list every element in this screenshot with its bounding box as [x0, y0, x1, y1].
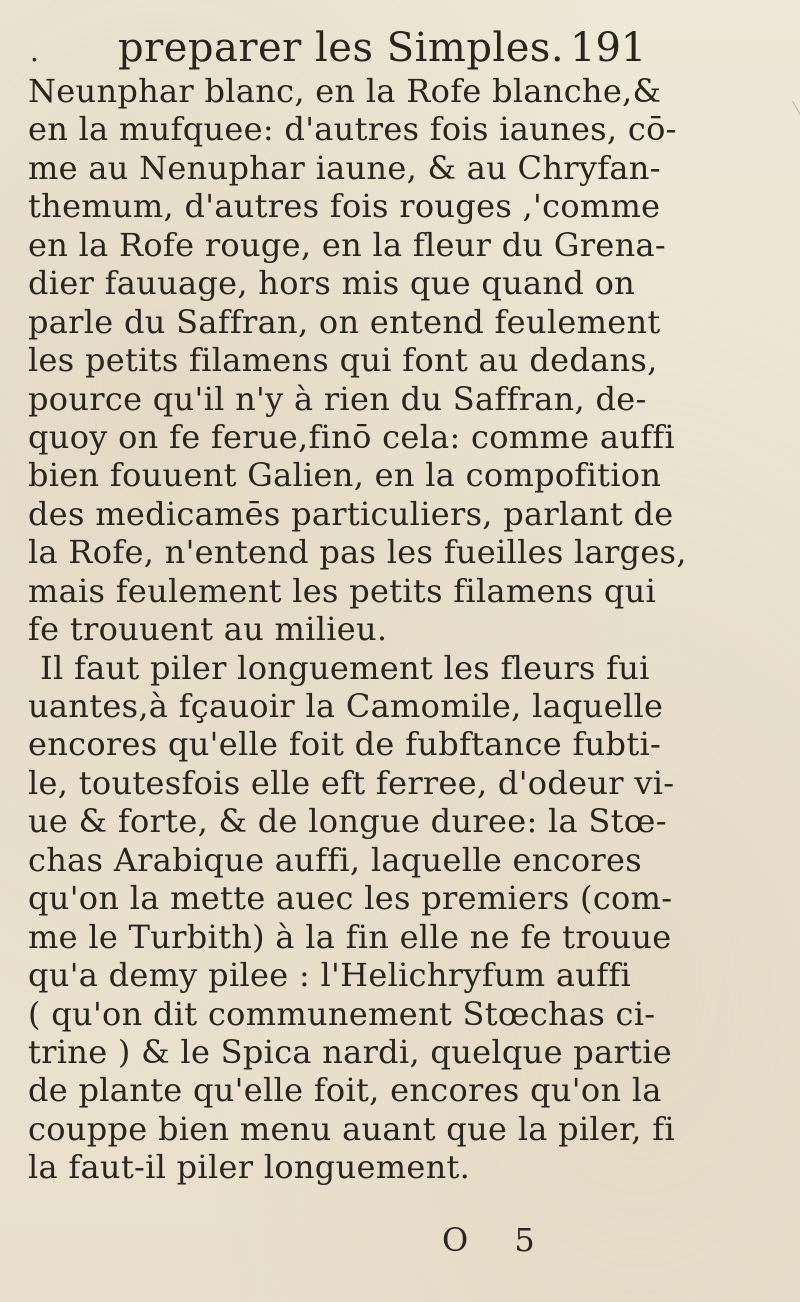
text-line: la faut-il piler longuement. [28, 1148, 471, 1187]
running-title: preparer les Simples. [118, 25, 565, 71]
text-line: me au Nenuphar iaune, & au Chryfan- [28, 148, 661, 187]
text-line: dier fauuage, hors mis que quand on [28, 264, 636, 303]
page-header [30, 18, 647, 74]
text-line: pource qu'il n'y à rien du Saffran, de- [28, 379, 647, 418]
paragraph-start-line: Il faut piler longuement les fleurs fui [40, 648, 650, 687]
text-line: la Rofe, n'entend pas les fueilles larges, [28, 533, 687, 572]
text-line: de plante qu'elle foit, encores qu'on la [28, 1071, 662, 1110]
text-line: encores qu'elle foit de fubftance fubti- [28, 725, 662, 764]
text-line: uantes,à fçauoir la Camomile, laquelle [28, 687, 664, 725]
text-line: en la mufquee: d'autres fois iaunes, cō- [28, 110, 677, 149]
header-bullet: . [30, 35, 39, 68]
text-line: themum, d'autres fois rouges ,'comme [28, 187, 661, 226]
text-line: qu'on la mette auec les premiers (com- [28, 879, 673, 918]
text-line: quoy on fe ferue,finō cela: comme auffi [28, 417, 675, 456]
text-line: bien fouuent Galien, en la compofition [28, 456, 662, 495]
text-line: mais feulement les petits filamens qui [28, 571, 657, 610]
text-line: des medicamēs particuliers, parlant de [28, 494, 674, 533]
body-text [28, 72, 687, 1187]
text-line: parle du Saffran, on entend feulement [28, 302, 661, 341]
text-line: couppe bien menu auant que la piler, fi [28, 1109, 675, 1148]
text-line: les petits filamens qui font au dedans, [28, 341, 658, 380]
text-line: chas Arabique auffi, laquelle encores [28, 840, 642, 879]
text-line: le, toutesfois elle eft ferree, d'odeur vi- [28, 763, 675, 802]
page-number: 191 [570, 25, 647, 71]
text-line: trine ) & le Spica nardi, quelque partie [28, 1032, 672, 1071]
margin-mark [792, 101, 800, 119]
text-line: Neunphar blanc, en la Rofe blanche,& [28, 72, 662, 110]
text-line: qu'a demy pilee : l'Helichryfum auffi [28, 956, 632, 995]
text-line: en la Rofe rouge, en la fleur du Grena- [28, 225, 667, 264]
text-line: fe trouuent au milieu. [28, 610, 388, 649]
text-line: ue & forte, & de longue duree: la Stœ- [28, 802, 667, 841]
text-line: ( qu'on dit communement Stœchas ci- [28, 994, 656, 1033]
signature-mark: O 5 [442, 1221, 553, 1259]
text-line: me le Turbith) à la fin elle ne fe trouue [28, 917, 672, 956]
